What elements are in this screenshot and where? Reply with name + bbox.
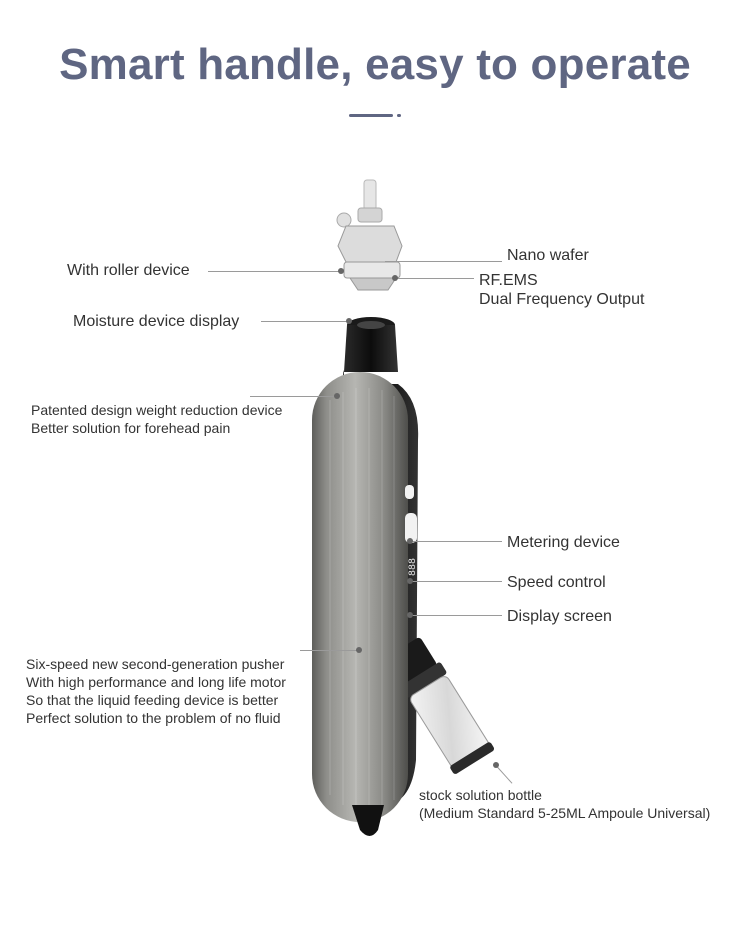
display-digits: 888 bbox=[408, 557, 419, 576]
label-pusher-2: With high performance and long life motor bbox=[26, 674, 286, 690]
label-bottle-1: stock solution bottle bbox=[419, 787, 542, 803]
device-head bbox=[344, 317, 398, 372]
device-grey-shell bbox=[312, 372, 408, 822]
nano-wafer-attachment bbox=[337, 180, 402, 290]
callout-line-display bbox=[412, 615, 502, 616]
callout-dot-bottle bbox=[493, 762, 499, 768]
callout-dot-pusher bbox=[356, 647, 362, 653]
callout-line-pusher bbox=[300, 650, 358, 651]
callout-dot-rf-ems bbox=[392, 275, 398, 281]
label-display-screen: Display screen bbox=[507, 608, 612, 625]
label-bottle-2: (Medium Standard 5-25ML Ampoule Universal) bbox=[419, 805, 711, 821]
label-pusher-1: Six-speed new second-generation pusher bbox=[26, 656, 285, 672]
label-rf-ems: RF.EMS bbox=[479, 272, 538, 289]
label-patented-1: Patented design weight reduction device bbox=[31, 402, 283, 418]
callout-line-speed bbox=[412, 581, 502, 582]
callout-line-rf-ems bbox=[396, 278, 474, 279]
callout-line-patented bbox=[250, 396, 336, 397]
callout-line-metering bbox=[412, 541, 502, 542]
label-nano-wafer: Nano wafer bbox=[507, 247, 589, 264]
label-patented-2: Better solution for forehead pain bbox=[31, 420, 231, 436]
label-pusher-4: Perfect solution to the problem of no fluid bbox=[26, 710, 281, 726]
label-speed-control: Speed control bbox=[507, 574, 606, 591]
callout-dot-display bbox=[407, 612, 413, 618]
callout-line-moisture bbox=[261, 321, 348, 322]
callout-dot-moisture bbox=[346, 318, 352, 324]
label-pusher-3: So that the liquid feeding device is better bbox=[26, 692, 279, 708]
callout-dot-speed bbox=[407, 578, 413, 584]
callout-dot-patented bbox=[334, 393, 340, 399]
label-dual-frequency: Dual Frequency Output bbox=[479, 291, 645, 308]
callout-line-roller bbox=[208, 271, 340, 272]
callout-line-nano-wafer bbox=[385, 261, 502, 262]
page-title: Smart handle, easy to operate bbox=[59, 40, 691, 89]
callout-dot-roller bbox=[338, 268, 344, 274]
label-roller-device: With roller device bbox=[67, 262, 190, 279]
label-moisture-display: Moisture device display bbox=[73, 313, 240, 330]
callout-dot-metering bbox=[407, 538, 413, 544]
label-metering: Metering device bbox=[507, 534, 620, 551]
